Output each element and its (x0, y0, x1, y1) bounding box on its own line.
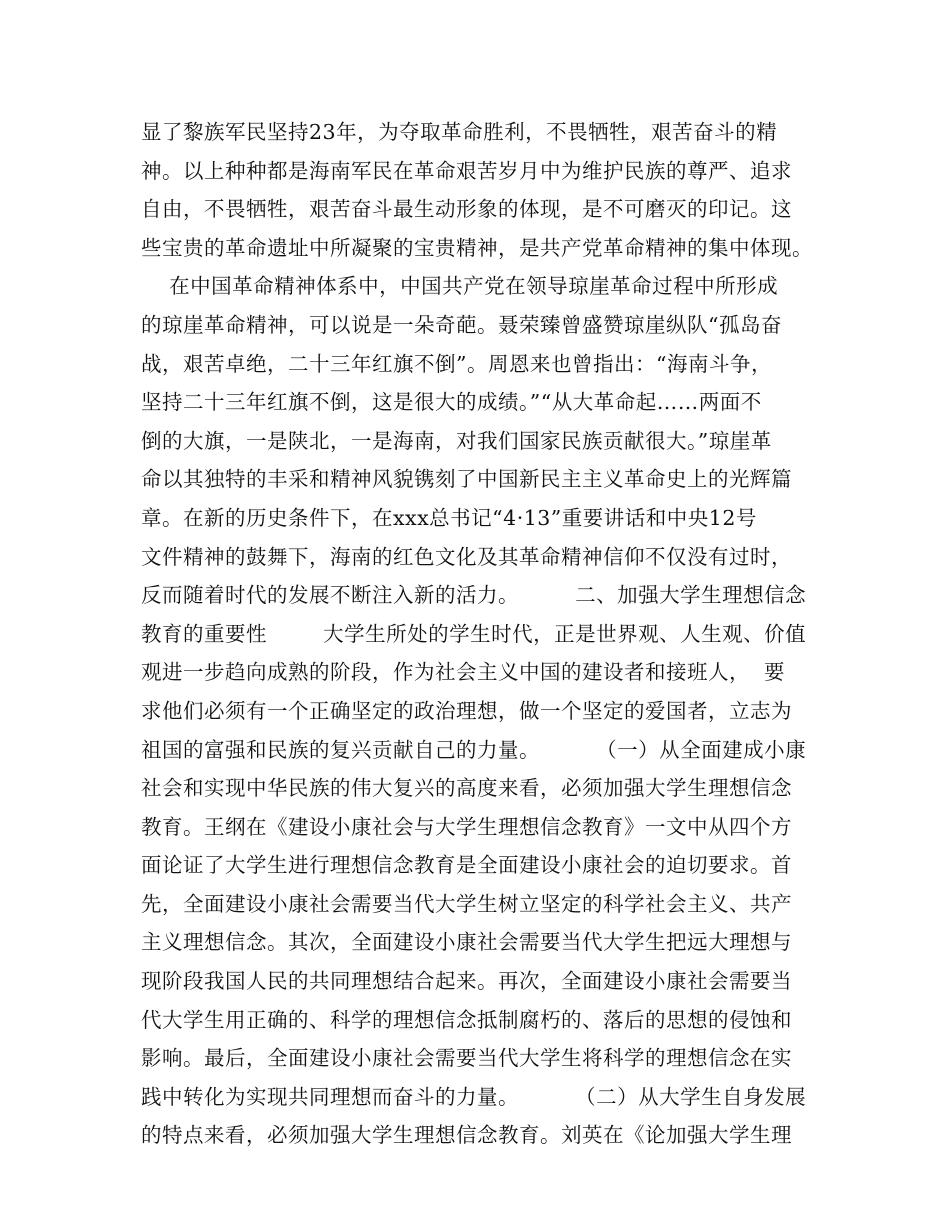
text-line: 反而随着时代的发展不断注入新的活力。 二、加强大学生理想信念 (141, 583, 807, 608)
text-line: 教育的重要性 大学生所处的学生时代，正是世界观、人生观、价值 (141, 621, 807, 646)
text-line: 倒的大旗，一是陕北，一是海南，对我们国家民族贡献很大。”琼崖革 (141, 428, 772, 453)
body-text (141, 113, 821, 1155)
text-line: 命以其独特的丰采和精神风貌镌刻了中国新民主主义革命史上的光辉篇 (141, 467, 792, 492)
text-line: 战，艰苦卓绝，二十三年红旗不倒”。周恩来也曾指出：“海南斗争， (141, 351, 772, 376)
text-line: 社会和实现中华民族的伟大复兴的高度来看，必须加强大学生理想信念 (141, 776, 792, 801)
text-line: 坚持二十三年红旗不倒，这是很大的成绩。”“从大革命起……两面不 (141, 390, 762, 415)
text-line: 践中转化为实现共同理想而奋斗的力量。 （二）从大学生自身发展 (141, 1084, 807, 1109)
text-line: 自由，不畏牺牲，艰苦奋斗最生动形象的体现，是不可磨灭的印记。这 (141, 197, 792, 222)
text-line: 在中国革命精神体系中，中国共产党在领导琼崖革命过程中所形成 (141, 274, 779, 299)
text-line: 教育。王纲在《建设小康社会与大学生理想信念教育》一文中从四个方 (141, 814, 792, 839)
text-line: 代大学生用正确的、科学的理想信念抵制腐朽的、落后的思想的侵蚀和 (141, 1007, 792, 1032)
text-line: 先，全面建设小康社会需要当代大学生树立坚定的科学社会主义、共产 (141, 891, 792, 916)
text-line: 求他们必须有一个正确坚定的政治理想，做一个坚定的爱国者，立志为 (141, 698, 792, 723)
text-line: 观进一步趋向成熟的阶段，作为社会主义中国的建设者和接班人， 要 (141, 660, 786, 685)
text-line: 章。在新的历史条件下，在xxx总书记“4·13”重要讲话和中央12号 (141, 505, 757, 530)
text-line: 影响。最后，全面建设小康社会需要当代大学生将科学的理想信念在实 (141, 1046, 792, 1071)
text-line: 显了黎族军民坚持23年，为夺取革命胜利，不畏牺牲，艰苦奋斗的精 (141, 120, 778, 144)
text-line: 的琼崖革命精神，可以说是一朵奇葩。聂荣臻曾盛赞琼崖纵队“孤岛奋 (141, 312, 782, 337)
text-line: 面论证了大学生进行理想信念教育是全面建设小康社会的迫切要求。首 (141, 853, 792, 878)
text-line: 的特点来看，必须加强大学生理想信念教育。刘英在《论加强大学生理 (141, 1123, 792, 1148)
text-line: 现阶段我国人民的共同理想结合起来。再次，全面建设小康社会需要当 (141, 969, 792, 994)
text-line: 神。以上种种都是海南军民在革命艰苦岁月中为维护民族的尊严、追求 (141, 158, 792, 183)
text-line: 祖国的富强和民族的复兴贡献自己的力量。 （一）从全面建成小康 (141, 737, 807, 762)
text-line: 主义理想信念。其次，全面建设小康社会需要当代大学生把远大理想与 (141, 930, 792, 955)
text-line: 些宝贵的革命遗址中所凝聚的宝贵精神，是共产党革命精神的集中体现。 (141, 235, 813, 260)
text-line: 文件精神的鼓舞下，海南的红色文化及其革命精神信仰不仅没有过时， (141, 544, 792, 569)
